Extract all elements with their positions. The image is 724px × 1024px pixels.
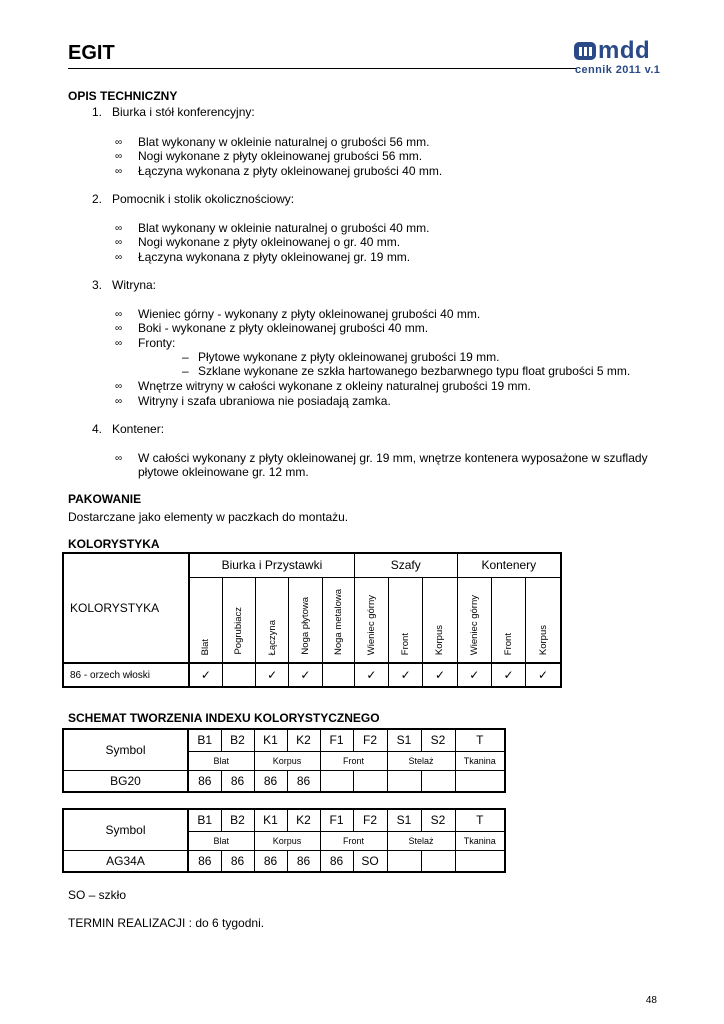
index-cell — [387, 850, 421, 872]
column-header: Noga metalowa — [332, 588, 344, 655]
index-cell: 86 — [188, 770, 221, 792]
column-header: Noga płytowa — [299, 597, 311, 655]
logo-text: mdd — [598, 37, 651, 64]
code-header: T — [455, 729, 505, 751]
code-header: F1 — [320, 729, 353, 751]
table-row — [63, 663, 561, 687]
kolorystyka-corner-label: KOLORYSTYKA — [63, 553, 189, 663]
bullet-icon: ∞ — [115, 453, 123, 464]
sub-list-item: Szklane wykonane ze szkła hartowanego bezbarwnego typu float grubości 5 mm. — [198, 364, 631, 378]
bullet-icon: ∞ — [115, 151, 123, 162]
row-label: 86 - orzech włoski — [63, 663, 189, 687]
check-cell: ✓ — [256, 663, 289, 687]
bullet-icon: ∞ — [115, 309, 123, 320]
dash-icon: – — [182, 364, 189, 378]
code-header: K1 — [254, 729, 287, 751]
table-row — [63, 770, 505, 792]
code-header: B2 — [221, 729, 254, 751]
table-row — [63, 850, 505, 872]
schemat-heading: SCHEMAT TWORZENIA INDEXU KOLORYSTYCZNEGO — [68, 711, 380, 725]
index-cell — [421, 850, 455, 872]
bullet-icon: ∞ — [115, 381, 123, 392]
page-number: 48 — [645, 995, 657, 1006]
index-cell: 86 — [221, 770, 254, 792]
group-label: Tkanina — [455, 831, 505, 850]
group-label: Stelaż — [387, 831, 455, 850]
group-label: Blat — [188, 831, 254, 850]
list-item: Blat wykonany w okleinie naturalnej o grubości 40 mm. — [138, 221, 430, 235]
code-header: T — [455, 809, 505, 831]
group-label: Tkanina — [455, 751, 505, 770]
page-title: EGIT — [68, 42, 115, 64]
check-cell: ✓ — [423, 663, 457, 687]
list-item: Łączyna wykonana z płyty okleinowanej gr. 19 mm. — [138, 250, 411, 264]
column-header: Wieniec górny — [365, 594, 377, 655]
index-cell: 86 — [320, 850, 353, 872]
code-header: F2 — [353, 729, 387, 751]
column-header: Korpus — [537, 624, 549, 655]
check-cell: ✓ — [354, 663, 388, 687]
bullet-icon: ∞ — [115, 338, 123, 349]
code-header: K2 — [287, 729, 320, 751]
column-header: Wieniec górny — [468, 594, 480, 655]
pakowanie-heading: PAKOWANIE — [68, 492, 142, 506]
list-item: Nogi wykonane z płyty okleinowanej o gr. 40 mm. — [138, 235, 401, 249]
column-header: Korpus — [434, 624, 446, 655]
code-header: S1 — [387, 809, 421, 831]
code-header: B1 — [188, 729, 221, 751]
index-table — [62, 728, 506, 793]
column-header: Pogrubiacz — [233, 607, 245, 655]
index-cell — [387, 770, 421, 792]
check-cell — [322, 663, 354, 687]
section-number: 1. — [92, 105, 103, 119]
index-cell: 86 — [287, 850, 320, 872]
opis-heading: OPIS TECHNICZNY — [68, 89, 178, 103]
group-header: Szafy — [354, 553, 457, 577]
code-header: B1 — [188, 809, 221, 831]
code-header: S2 — [421, 729, 455, 751]
group-label: Blat — [188, 751, 254, 770]
list-item: Fronty: — [138, 336, 176, 350]
index-cell: 86 — [254, 770, 287, 792]
index-cell: 86 — [254, 850, 287, 872]
column-header: Blat — [200, 638, 212, 655]
check-cell: ✓ — [491, 663, 525, 687]
index-cell: 86 — [221, 850, 254, 872]
check-cell: ✓ — [189, 663, 222, 687]
section-title: Witryna: — [112, 278, 157, 292]
bullet-icon: ∞ — [115, 252, 123, 263]
index-cell — [320, 770, 353, 792]
bullet-icon: ∞ — [115, 323, 123, 334]
code-header: K2 — [287, 809, 320, 831]
column-header: Front — [503, 632, 514, 655]
list-item: Boki - wykonane z płyty okleinowanej grubości 40 mm. — [138, 321, 429, 335]
list-item: Wieniec górny - wykonany z płyty okleinowanej grubości 40 mm. — [138, 307, 481, 321]
list-item: Witryny i szafa ubraniowa nie posiadają zamka. — [138, 394, 391, 408]
index-cell — [455, 770, 505, 792]
section-title: Biurka i stół konferencyjny: — [112, 105, 255, 119]
symbol-value: AG34A — [63, 850, 188, 872]
column-header: Łączyna — [266, 619, 278, 655]
index-cell: SO — [353, 850, 387, 872]
check-cell: ✓ — [389, 663, 423, 687]
so-note: SO – szkło — [68, 888, 127, 902]
logo-icon — [574, 40, 598, 62]
bullet-icon: ∞ — [115, 396, 123, 407]
group-label: Stelaż — [387, 751, 455, 770]
price-list-label: cennik 2011 v.1 — [575, 64, 661, 76]
code-header: S1 — [387, 729, 421, 751]
code-header: F2 — [353, 809, 387, 831]
section-number: 4. — [92, 422, 103, 436]
group-label: Korpus — [254, 751, 320, 770]
bullet-icon: ∞ — [115, 137, 123, 148]
symbol-label: Symbol — [63, 809, 188, 850]
list-item: Łączyna wykonana z płyty okleinowanej grubości 40 mm. — [138, 164, 443, 178]
bullet-icon: ∞ — [115, 223, 123, 234]
group-label: Korpus — [254, 831, 320, 850]
index-cell — [421, 770, 455, 792]
kolorystyka-heading: KOLORYSTYKA — [68, 537, 160, 551]
section-number: 2. — [92, 192, 103, 206]
group-header: Biurka i Przystawki — [189, 553, 354, 577]
code-header: F1 — [320, 809, 353, 831]
list-item: Nogi wykonane z płyty okleinowanej grubości 56 mm. — [138, 149, 423, 163]
group-header: Kontenery — [457, 553, 561, 577]
check-cell — [222, 663, 255, 687]
pakowanie-text: Dostarczane jako elementy w paczkach do montażu. — [68, 510, 349, 524]
index-cell — [455, 850, 505, 872]
symbol-label: Symbol — [63, 729, 188, 770]
section-number: 3. — [92, 278, 103, 292]
list-item: Blat wykonany w okleinie naturalnej o grubości 56 mm. — [138, 135, 430, 149]
check-cell: ✓ — [526, 663, 561, 687]
kolorystyka-table — [62, 552, 562, 688]
dash-icon: – — [182, 350, 189, 364]
list-item-continuation: płytowe okleinowane gr. 12 mm. — [138, 465, 309, 479]
section-title: Pomocnik i stolik okolicznościowy: — [112, 192, 295, 206]
list-item: W całości wykonany z płyty okleinowanej gr. 19 mm, wnętrze kontenera wyposażone w szuflady — [138, 451, 648, 465]
sub-list-item: Płytowe wykonane z płyty okleinowanej grubości 19 mm. — [198, 350, 500, 364]
index-table — [62, 808, 506, 873]
index-cell: 86 — [188, 850, 221, 872]
check-cell: ✓ — [289, 663, 322, 687]
bullet-icon: ∞ — [115, 237, 123, 248]
column-header: Front — [400, 632, 412, 655]
bullet-icon: ∞ — [115, 166, 123, 177]
group-label: Front — [320, 751, 387, 770]
symbol-value: BG20 — [63, 770, 188, 792]
code-header: S2 — [421, 809, 455, 831]
group-label: Front — [320, 831, 387, 850]
check-cell: ✓ — [457, 663, 491, 687]
code-header: B2 — [221, 809, 254, 831]
index-cell: 86 — [287, 770, 320, 792]
header-rule — [68, 68, 576, 69]
code-header: K1 — [254, 809, 287, 831]
list-item: Wnętrze witryny w całości wykonane z okleiny naturalnej grubości 19 mm. — [138, 379, 531, 393]
index-cell — [353, 770, 387, 792]
section-title: Kontener: — [112, 422, 165, 436]
termin-note: TERMIN REALIZACJI : do 6 tygodni. — [68, 916, 265, 930]
